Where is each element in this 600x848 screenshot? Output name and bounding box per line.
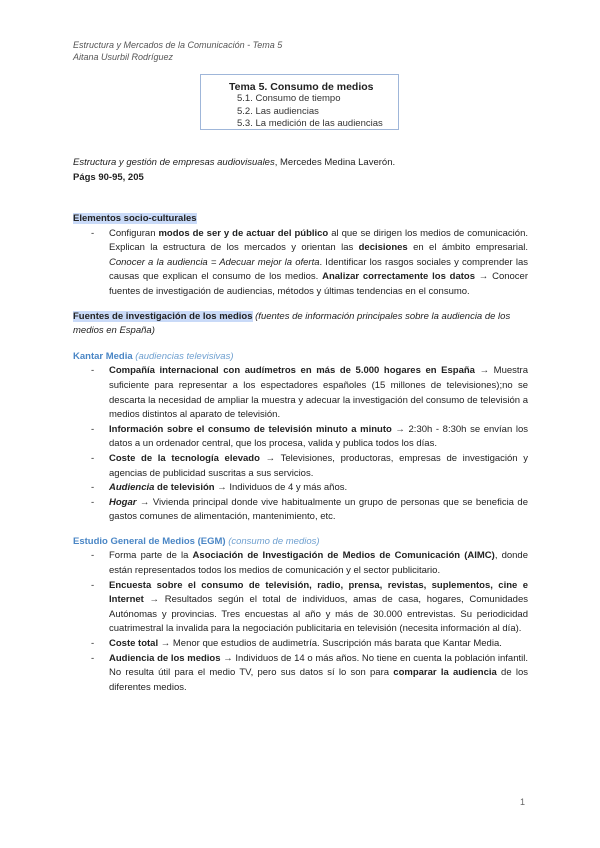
toc-item: 5.3. La medición de las audiencias [237, 118, 383, 129]
document-body [73, 212, 528, 695]
reference-book: Estructura y gestión de empresas audiovisuales [73, 157, 275, 168]
kantar-list [73, 364, 528, 525]
header-course: Estructura y Mercados de la Comunicación - Tema 5 [73, 40, 283, 50]
list-item: - Coste total → Menor que estudios de audimetría. Suscripción más barata que Kantar Media. [91, 638, 502, 650]
reference-author: , Mercedes Medina Laverón. [274, 157, 396, 168]
reference [73, 155, 395, 185]
page-header [73, 39, 282, 63]
subsection-title: Estudio General de Medios (EGM) (consumo de medios) [73, 535, 320, 547]
list-item: - Encuesta sobre el consumo de televisión, radio, prensa, revistas, suplementos, cine e Internet → Resultados según el total de individuos, amas de casa, hogares, Comunidades Autónomas y provincias. Tres encuestas al año y más de 30.000 entrevistas. Su periodicidad cuatrimestral la invalida para la negociación publicitaria en televisión (necesita información al día). [91, 579, 528, 635]
toc-item: 5.1. Consumo de tiempo [237, 93, 341, 104]
list-item: - Audiencia de los medios → Individuos de 14 o más años. No tiene en cuenta la población infantil. No resulta útil para el medio TV, pero sus datos sí lo son para comparar la audiencia de los diferentes medios. [91, 652, 528, 693]
reference-pages: Págs 90-95, 205 [73, 172, 144, 183]
list-item: - Información sobre el consumo de televisión minuto a minuto → 2:30h - 8:30h se envían los datos a un ordenador central, que los procesa, valida y publica todos los días. [91, 423, 528, 450]
header-author: Aitana Usurbil Rodríguez [73, 52, 174, 62]
subsection-title: Kantar Media (audiencias televisivas) [73, 350, 234, 362]
list-item: - Configuran modos de ser y de actuar del público al que se dirigen los medios de comunicación. Explican la estructura de los mercados y orientan las decisiones en el ámbito empresarial. Conocer a la audiencia = Adecuar mejor la oferta. Identificar los rasgos sociales y comprender las causas que explican el consumo de los medios. Analizar correctamente los datos → Conocer fuentes de investigación de audiencias, métodos y últimas tendencias en el consumo. [91, 227, 529, 297]
section-title: Fuentes de investigación de los medios (fuentes de información principales sobre la audiencia de los medios en España) [73, 310, 511, 337]
toc-item: 5.2. Las audiencias [237, 105, 319, 117]
toc-box [200, 74, 399, 130]
list-item: - Forma parte de la Asociación de Investigación de Medios de Comunicación (AIMC), donde están representados todos los medios de comunicación y el sector publicitario. [91, 550, 528, 577]
list-item: - Audiencia de televisión → Individuos de 4 y más años. [91, 482, 348, 494]
section-title: Elementos socio-culturales [73, 213, 197, 224]
list-item: - Compañía internacional con audímetros en más de 5.000 hogares en España → Muestra suficiente para representar a los espectadores españoles (15 millones de televisiones);no se descarta la necesidad de ampliar la muestra y adecuar la investigación del consumo de televisión a medios distintos al aparato de televisión. [91, 365, 528, 421]
list-item: - Hogar → Vivienda principal donde vive habitualmente un grupo de personas que se beneficia de gastos comunes de alimentación, mantenimiento, etc. [91, 496, 528, 523]
page-number: 1 [520, 797, 526, 807]
socio-list [73, 227, 528, 300]
toc-title: Tema 5. Consumo de medios [229, 81, 374, 93]
list-item: - Coste de la tecnología elevado → Televisiones, productoras, empresas de investigación y agencias de publicidad suscritas a sus servicios. [91, 452, 528, 479]
egm-list [73, 549, 528, 695]
